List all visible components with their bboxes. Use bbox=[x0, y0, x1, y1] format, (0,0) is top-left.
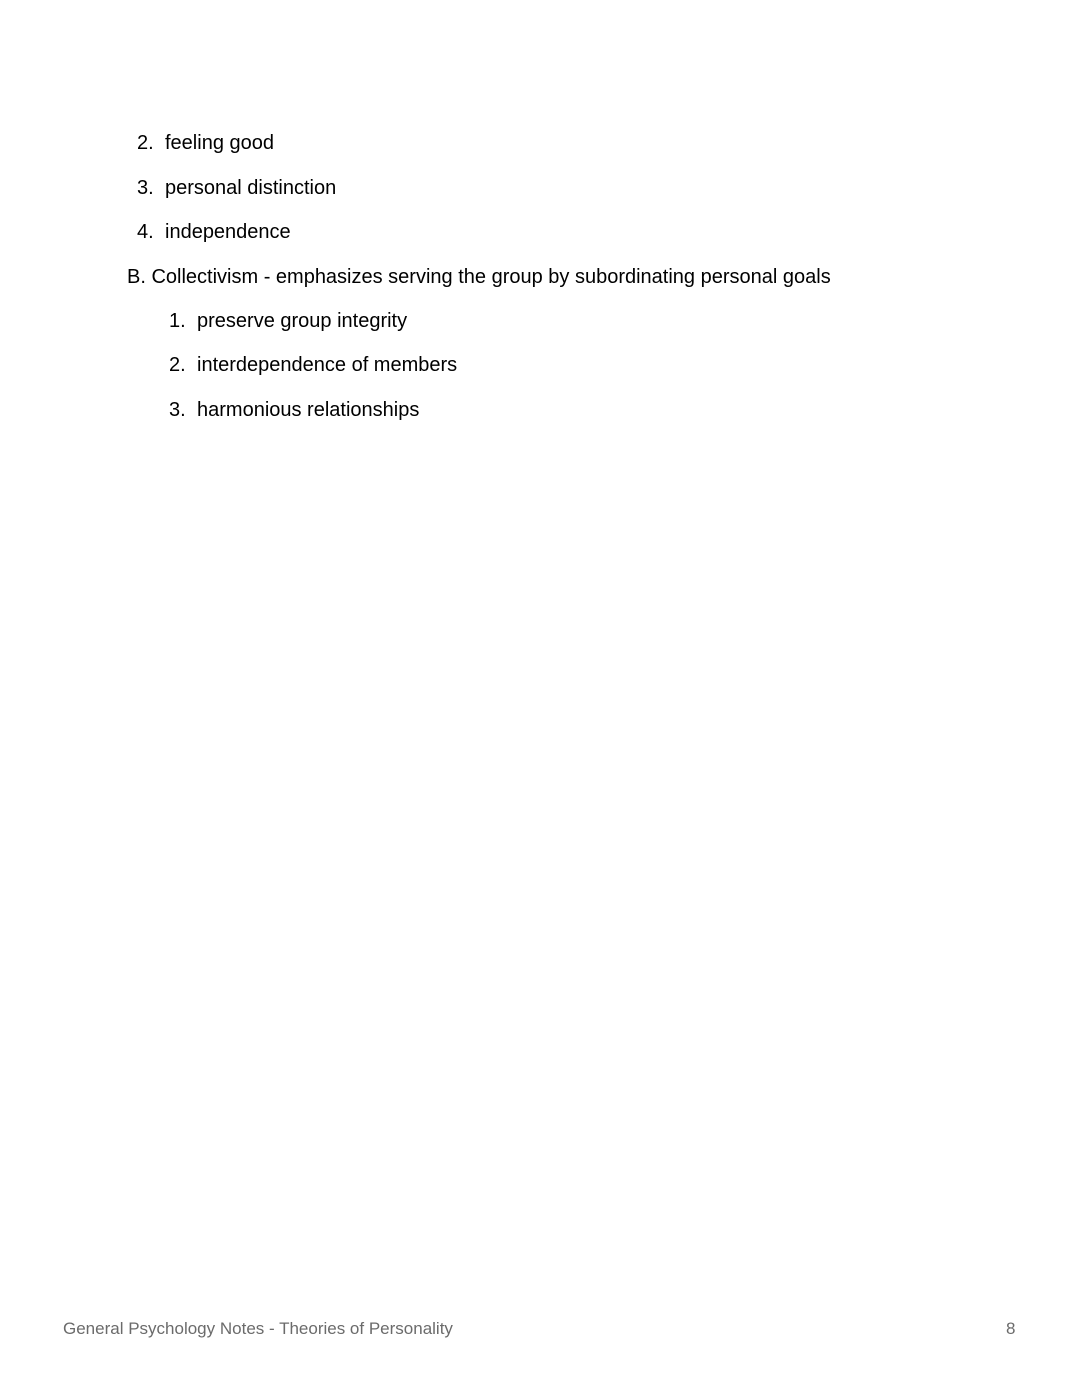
list-item-number: 2. bbox=[137, 132, 154, 154]
list-item-number: 2. bbox=[169, 354, 186, 376]
list-item bbox=[137, 220, 291, 244]
list-item-text: personal distinction bbox=[165, 177, 337, 199]
list-item-number: 4. bbox=[137, 221, 154, 243]
list-item-text: independence bbox=[165, 221, 291, 243]
list-item-text: harmonious relationships bbox=[197, 399, 420, 421]
list-item-number: 1. bbox=[169, 310, 186, 332]
list-item bbox=[137, 131, 274, 155]
list-item bbox=[169, 398, 419, 422]
list-item-number: 3. bbox=[137, 177, 154, 199]
list-item-text: feeling good bbox=[165, 132, 274, 154]
list-item-number: 3. bbox=[169, 399, 186, 421]
footer-title: General Psychology Notes - Theories of Personality bbox=[63, 1319, 453, 1338]
list-item bbox=[169, 353, 457, 377]
list-item-text: interdependence of members bbox=[197, 354, 458, 376]
list-item bbox=[137, 176, 336, 200]
section-heading: B. Collectivism - emphasizes serving the group by subordinating personal goals bbox=[127, 266, 831, 288]
list-item bbox=[169, 309, 407, 333]
page-number: 8 bbox=[1006, 1319, 1016, 1338]
list-item-text: preserve group integrity bbox=[197, 310, 408, 332]
